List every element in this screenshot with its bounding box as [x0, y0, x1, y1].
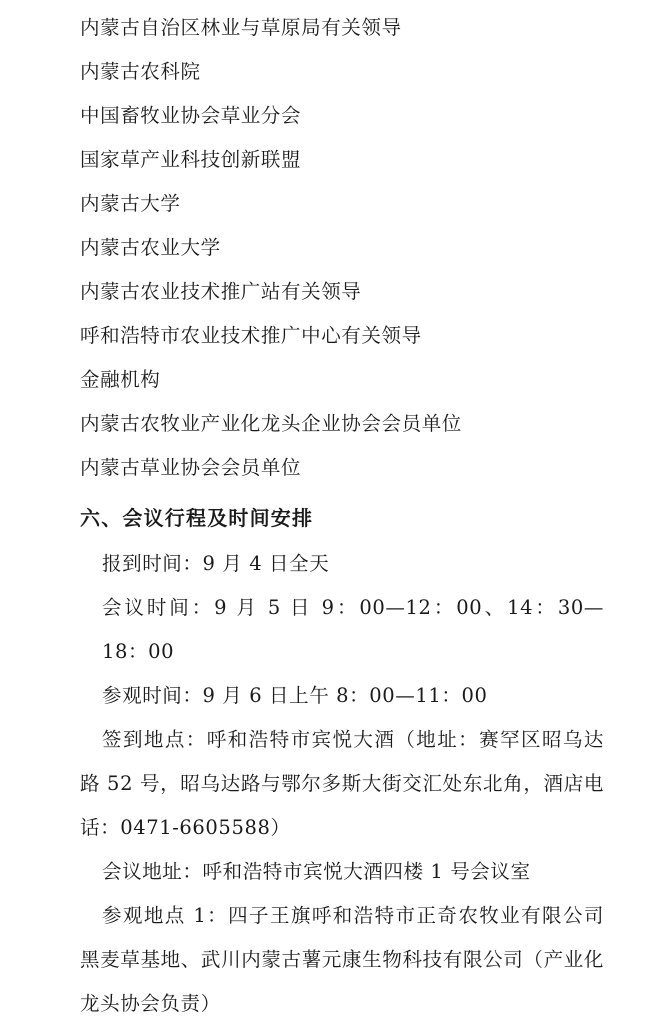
- schedule-line-visit: 参观时间：9 月 6 日上午 8：00—11：00: [102, 684, 488, 707]
- section-body: [80, 542, 604, 1026]
- paragraph-signin-location: 签到地点：呼和浩特市宾悦大酒（地址：赛罕区昭乌达路 52 号，昭乌达路与鄂尔多斯大街交汇处东北角，酒店电话：0471-6605588）: [80, 728, 604, 839]
- schedule-line-meeting: 会议时间：9 月 5 日 9：00—12：00、14：30—18：00: [102, 596, 604, 663]
- list-item: 呼和浩特市农业技术推广中心有关领导: [80, 324, 422, 347]
- paragraph-meeting-address: 会议地址：呼和浩特市宾悦大酒四楼 1 号会议室: [102, 860, 531, 883]
- list-item: 国家草产业科技创新联盟: [80, 148, 302, 171]
- section-heading: 六、会议行程及时间安排: [80, 506, 314, 530]
- list-item: 金融机构: [80, 368, 161, 391]
- invited-organizations-list: [80, 6, 604, 490]
- schedule-line-checkin: 报到时间：9 月 4 日全天: [102, 552, 330, 575]
- list-item: 内蒙古自治区林业与草原局有关领导: [80, 16, 402, 39]
- list-item: 内蒙古农业大学: [80, 236, 221, 259]
- list-item: 内蒙古农牧业产业化龙头企业协会会员单位: [80, 412, 462, 435]
- list-item: 内蒙古农业技术推广站有关领导: [80, 280, 362, 303]
- paragraph-visit-location-1: 参观地点 1：四子王旗呼和浩特市正奇农牧业有限公司黑麦草基地、武川内蒙古薯元康生物科技有限公司（产业化龙头协会负责）: [80, 904, 604, 1015]
- list-item: 内蒙古草业协会会员单位: [80, 456, 302, 479]
- list-item: 内蒙古大学: [80, 192, 181, 215]
- list-item: 内蒙古农科院: [80, 60, 201, 83]
- list-item: 中国畜牧业协会草业分会: [80, 104, 302, 127]
